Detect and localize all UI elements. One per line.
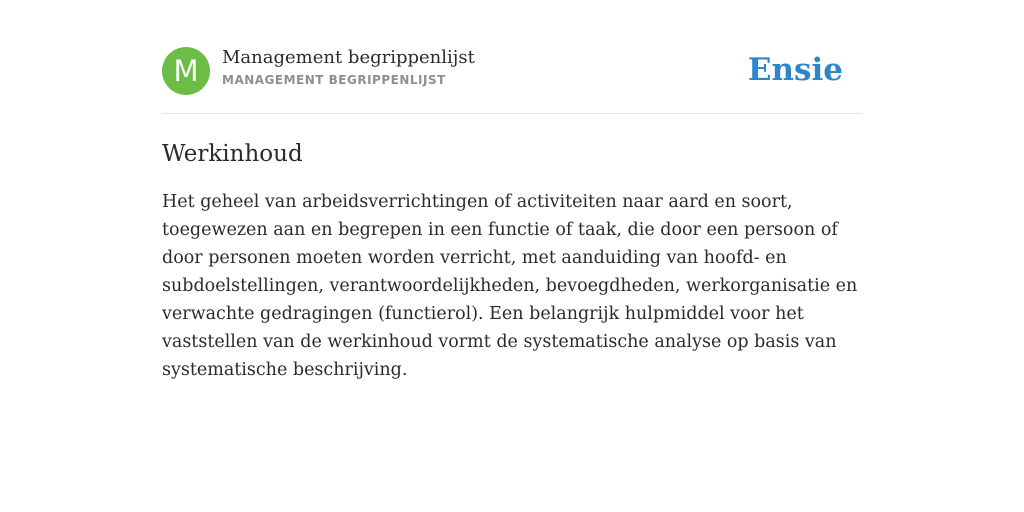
list-subtitle: MANAGEMENT BEGRIPPENLIJST <box>222 73 446 87</box>
divider <box>162 113 862 114</box>
definition-text: Het geheel van arbeidsverrichtingen of activiteiten naar aard en soort, toegewezen aan en begrepen in een functie of taak, die door een persoon of door personen moeten worden verricht, met aanduiding van hoofd- en subdoelstellingen, verantwoordelijkheden, bevoegdheden, werkorganisatie en verwachte gedragingen (functierol). Een belangrijk hulpmiddel voor het vaststellen van de werkinhoud vormt de systematische analyse op basis van systematische beschrijving. <box>162 192 858 380</box>
list-titles <box>222 46 475 87</box>
avatar[interactable]: M <box>162 47 210 95</box>
list-title[interactable]: Management begrippenlijst <box>222 47 475 68</box>
entry-card <box>162 46 862 384</box>
term-title: Werkinhoud <box>162 141 303 167</box>
card-header <box>162 46 862 96</box>
brand-logo[interactable]: Ensie <box>747 52 843 88</box>
